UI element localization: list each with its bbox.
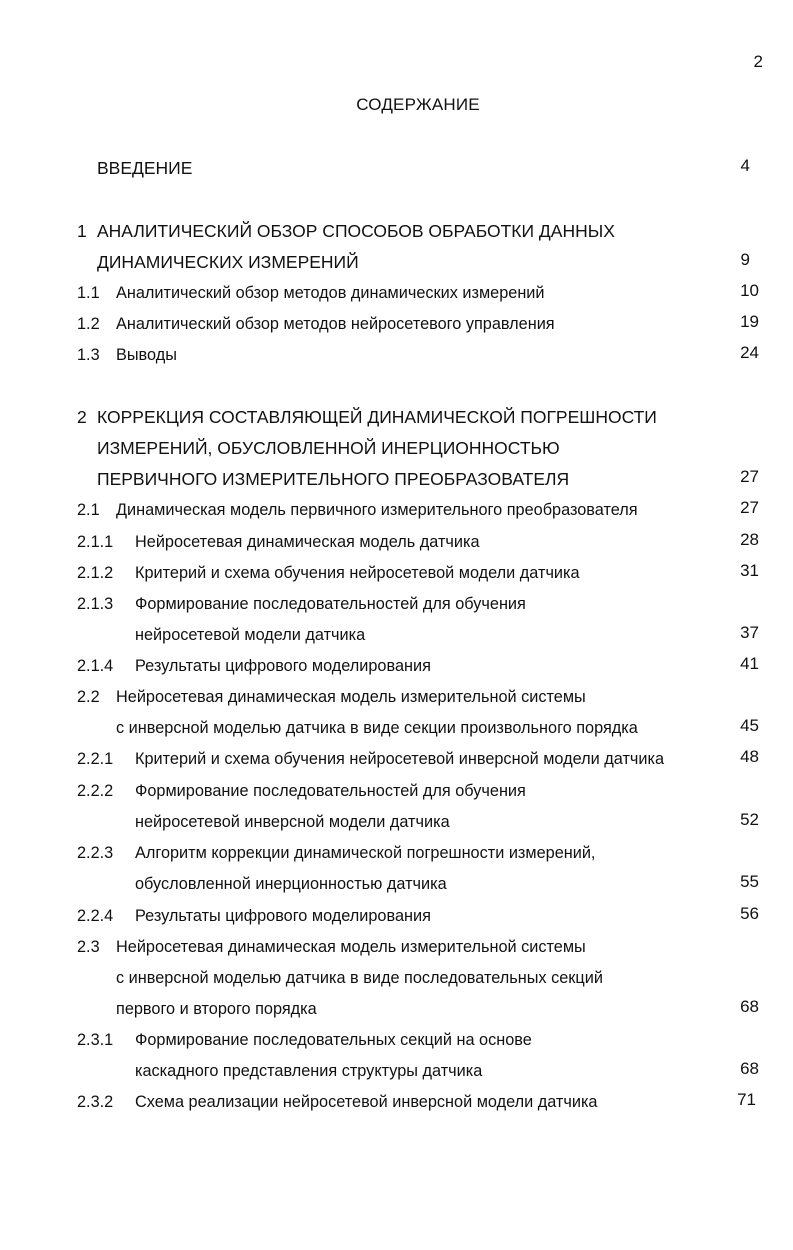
toc-entry-number: 2.2.1: [77, 750, 114, 768]
toc-page-number: 52: [740, 810, 759, 829]
toc-page-number: 71: [737, 1090, 756, 1109]
toc-page-number: 55: [740, 872, 759, 891]
toc-page-number: 41: [740, 654, 759, 673]
page-number: 2: [753, 52, 763, 71]
toc-entry-number: 2.2.4: [77, 907, 114, 925]
toc-entry-number: 2.1.1: [77, 533, 114, 551]
toc-entry-text: АНАЛИТИЧЕСКИЙ ОБЗОР СПОСОБОВ ОБРАБОТКИ ДАННЫХ: [97, 221, 615, 241]
toc-entry-text: Аналитический обзор методов динамических измерений: [116, 284, 545, 302]
toc-entry-text: Аналитический обзор методов нейросетевого управления: [116, 315, 555, 333]
toc-entry-text: Выводы: [116, 346, 177, 364]
toc-entry-number: 1: [77, 221, 87, 241]
toc-entry-text: Формирование последовательностей для обучения: [135, 595, 526, 613]
toc-entry-text: нейросетевой инверсной модели датчика: [135, 813, 450, 831]
toc-page-number: 27: [740, 467, 759, 486]
toc-page-number: 28: [740, 530, 759, 549]
toc-page-number: 19: [740, 312, 759, 331]
toc-entry-text: ПЕРВИЧНОГО ИЗМЕРИТЕЛЬНОГО ПРЕОБРАЗОВАТЕЛЯ: [97, 469, 570, 489]
toc-entry-number: 2.1.4: [77, 657, 114, 675]
toc-entry-text: ДИНАМИЧЕСКИХ ИЗМЕРЕНИЙ: [97, 252, 359, 272]
toc-page-number: 4: [740, 156, 750, 175]
toc-entry-text: обусловленной инерционностью датчика: [135, 875, 447, 893]
toc-entry-text: ИЗМЕРЕНИЙ, ОБУСЛОВЛЕННОЙ ИНЕРЦИОННОСТЬЮ: [97, 438, 560, 458]
toc-entry-text: Критерий и схема обучения нейросетевой инверсной модели датчика: [135, 750, 665, 768]
toc-page-number: 9: [740, 250, 750, 269]
toc-page-number: 48: [740, 747, 759, 766]
toc-entry-text: Схема реализации нейросетевой инверсной модели датчика: [135, 1093, 598, 1111]
toc-entry-text: нейросетевой модели датчика: [135, 626, 366, 644]
toc-entry-number: 2.1.3: [77, 595, 114, 613]
toc-entry-text: каскадного представления структуры датчика: [135, 1062, 483, 1080]
toc-page-number: 37: [740, 623, 759, 642]
toc-entry-text: Нейросетевая динамическая модель измерительной системы: [116, 688, 586, 706]
toc-page-number: 68: [740, 1059, 759, 1078]
toc-entry-number: 1.3: [77, 346, 100, 364]
toc-entry-text: КОРРЕКЦИЯ СОСТАВЛЯЮЩЕЙ ДИНАМИЧЕСКОЙ ПОГРЕШНОСТИ: [97, 407, 657, 427]
toc-entry-text: Результаты цифрового моделирования: [135, 907, 431, 925]
toc-entry-number: 2.2.2: [77, 782, 114, 800]
toc-entry-number: 2: [77, 407, 87, 427]
toc-entry-text: Результаты цифрового моделирования: [135, 657, 431, 675]
toc-page-number: 68: [740, 997, 759, 1016]
toc-entry-number: 2.1: [77, 501, 100, 519]
toc-entry-text: Формирование последовательностей для обучения: [135, 782, 526, 800]
toc-page-number: 24: [740, 343, 759, 362]
toc-page-number: 56: [740, 904, 759, 923]
toc-entry-text: первого и второго порядка: [116, 1000, 317, 1018]
toc-page-number: 31: [740, 561, 759, 580]
toc-entry-text: с инверсной моделью датчика в виде секции произвольного порядка: [116, 719, 638, 737]
page-title: СОДЕРЖАНИЕ: [356, 95, 480, 114]
toc-entry-text: Нейросетевая динамическая модель измерительной системы: [116, 938, 586, 956]
toc-entry-text: с инверсной моделью датчика в виде последовательных секций: [116, 969, 603, 987]
toc-entry-number: 2.2.3: [77, 844, 114, 862]
toc-entry-text: Нейросетевая динамическая модель датчика: [135, 533, 480, 551]
toc-entry-text: Формирование последовательных секций на основе: [135, 1031, 532, 1049]
toc-entry-number: 2.1.2: [77, 564, 114, 582]
toc-entry-text: Динамическая модель первичного измерительного преобразователя: [116, 501, 638, 519]
toc-entry-number: 2.2: [77, 688, 100, 706]
toc-page-number: 27: [740, 498, 759, 517]
toc-page-number: 45: [740, 716, 759, 735]
toc-entry-text: Алгоритм коррекции динамической погрешности измерений,: [135, 844, 596, 862]
toc-entry-number: 2.3.1: [77, 1031, 114, 1049]
toc-entry-number: 2.3: [77, 938, 100, 956]
toc-entry-text: ВВЕДЕНИЕ: [97, 158, 193, 178]
toc-entry-number: 1.1: [77, 284, 100, 302]
toc-entry-number: 1.2: [77, 315, 100, 333]
toc-page-number: 10: [740, 281, 759, 300]
toc-entry-number: 2.3.2: [77, 1093, 114, 1111]
toc-entry-text: Критерий и схема обучения нейросетевой модели датчика: [135, 564, 580, 582]
